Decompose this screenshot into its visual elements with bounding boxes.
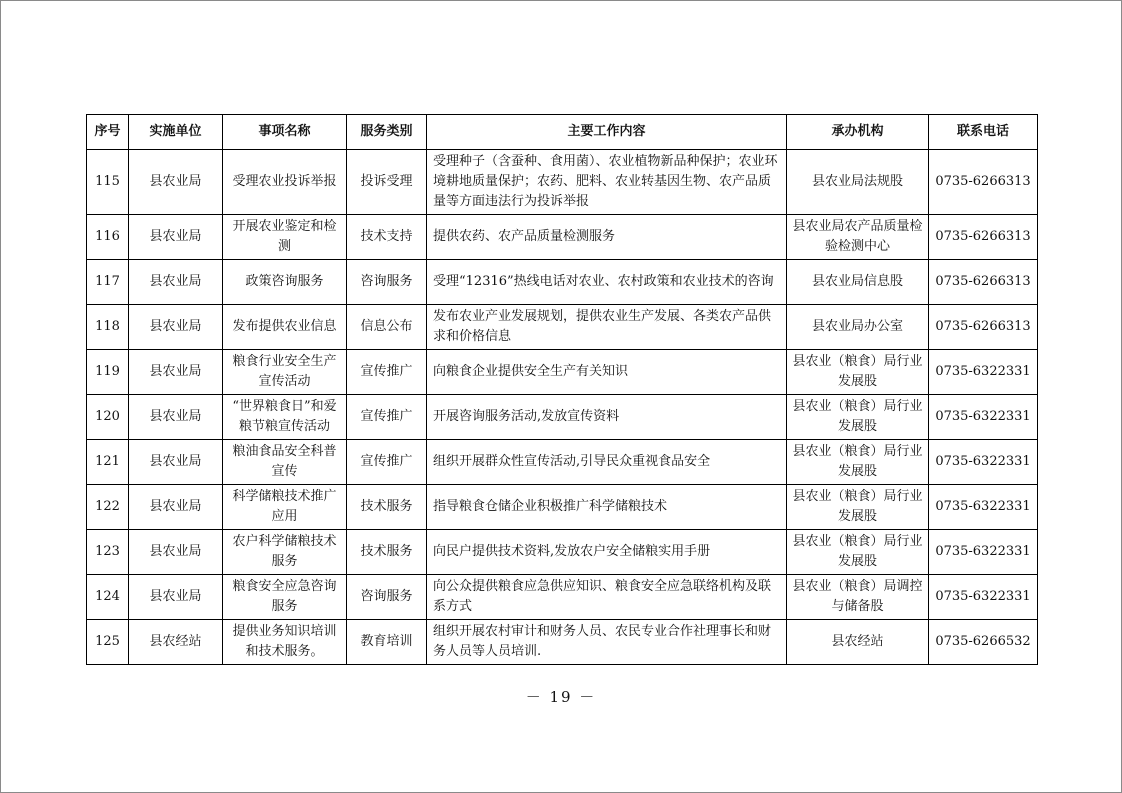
table-row xyxy=(87,215,1038,260)
cell-contact-phone: 0735-6266313 xyxy=(929,215,1038,260)
cell-serial-number: 122 xyxy=(87,485,129,530)
cell-implementing-unit: 县农业局 xyxy=(129,305,223,350)
cell-item-name: 受理农业投诉举报 xyxy=(223,150,347,215)
cell-handling-agency: 县农业局法规股 xyxy=(787,150,929,215)
header-item-name: 事项名称 xyxy=(223,115,347,150)
table-header-row xyxy=(87,115,1038,150)
cell-implementing-unit: 县农业局 xyxy=(129,260,223,305)
cell-service-category: 投诉受理 xyxy=(347,150,427,215)
cell-handling-agency: 县农业（粮食）局行业发展股 xyxy=(787,395,929,440)
cell-service-category: 咨询服务 xyxy=(347,575,427,620)
cell-serial-number: 116 xyxy=(87,215,129,260)
cell-main-work-content: 开展咨询服务活动,发放宣传资料 xyxy=(427,395,787,440)
cell-handling-agency: 县农业（粮食）局行业发展股 xyxy=(787,530,929,575)
cell-main-work-content: 向民户提供技术资料,发放农户安全储粮实用手册 xyxy=(427,530,787,575)
cell-serial-number: 120 xyxy=(87,395,129,440)
cell-handling-agency: 县农业局办公室 xyxy=(787,305,929,350)
cell-handling-agency: 县农业局信息股 xyxy=(787,260,929,305)
cell-main-work-content: 提供农药、农产品质量检测服务 xyxy=(427,215,787,260)
header-contact-phone: 联系电话 xyxy=(929,115,1038,150)
cell-contact-phone: 0735-6266532 xyxy=(929,620,1038,665)
table-row xyxy=(87,620,1038,665)
cell-main-work-content: 向粮食企业提供安全生产有关知识 xyxy=(427,350,787,395)
cell-item-name: 开展农业鉴定和检测 xyxy=(223,215,347,260)
header-serial-number: 序号 xyxy=(87,115,129,150)
cell-item-name: 提供业务知识培训和技术服务。 xyxy=(223,620,347,665)
cell-contact-phone: 0735-6322331 xyxy=(929,440,1038,485)
table-row xyxy=(87,150,1038,215)
cell-main-work-content: 向公众提供粮食应急供应知识、粮食安全应急联络机构及联系方式 xyxy=(427,575,787,620)
cell-item-name: 粮油食品安全科普宣传 xyxy=(223,440,347,485)
cell-serial-number: 119 xyxy=(87,350,129,395)
table-row xyxy=(87,395,1038,440)
cell-contact-phone: 0735-6322331 xyxy=(929,485,1038,530)
cell-implementing-unit: 县农业局 xyxy=(129,440,223,485)
table-row xyxy=(87,485,1038,530)
header-implementing-unit: 实施单位 xyxy=(129,115,223,150)
cell-main-work-content: 受理“12316”热线电话对农业、农村政策和农业技术的咨询 xyxy=(427,260,787,305)
cell-item-name: 科学储粮技术推广应用 xyxy=(223,485,347,530)
cell-serial-number: 124 xyxy=(87,575,129,620)
cell-main-work-content: 组织开展农村审计和财务人员、农民专业合作社理事长和财务人员等人员培训. xyxy=(427,620,787,665)
cell-implementing-unit: 县农业局 xyxy=(129,575,223,620)
cell-contact-phone: 0735-6322331 xyxy=(929,530,1038,575)
cell-service-category: 技术服务 xyxy=(347,485,427,530)
cell-serial-number: 121 xyxy=(87,440,129,485)
cell-item-name: 农户科学储粮技术服务 xyxy=(223,530,347,575)
cell-serial-number: 117 xyxy=(87,260,129,305)
cell-serial-number: 115 xyxy=(87,150,129,215)
cell-contact-phone: 0735-6322331 xyxy=(929,350,1038,395)
header-main-work-content: 主要工作内容 xyxy=(427,115,787,150)
cell-item-name: 发布提供农业信息 xyxy=(223,305,347,350)
cell-handling-agency: 县农业（粮食）局行业发展股 xyxy=(787,485,929,530)
cell-contact-phone: 0735-6266313 xyxy=(929,305,1038,350)
cell-serial-number: 118 xyxy=(87,305,129,350)
cell-service-category: 技术支持 xyxy=(347,215,427,260)
table-row xyxy=(87,440,1038,485)
cell-contact-phone: 0735-6266313 xyxy=(929,150,1038,215)
cell-main-work-content: 发布农业产业发展规划，提供农业生产发展、各类农产品供求和价格信息 xyxy=(427,305,787,350)
cell-main-work-content: 组织开展群众性宣传活动,引导民众重视食品安全 xyxy=(427,440,787,485)
cell-handling-agency: 县农经站 xyxy=(787,620,929,665)
cell-implementing-unit: 县农业局 xyxy=(129,485,223,530)
cell-main-work-content: 指导粮食仓储企业积极推广科学储粮技术 xyxy=(427,485,787,530)
cell-main-work-content: 受理种子（含蚕种、食用菌）、农业植物新品种保护；农业环境耕地质量保护；农药、肥料、农业转基因生物、农产品质量等方面违法行为投诉举报 xyxy=(427,150,787,215)
cell-handling-agency: 县农业局农产品质量检验检测中心 xyxy=(787,215,929,260)
cell-contact-phone: 0735-6322331 xyxy=(929,395,1038,440)
cell-service-category: 技术服务 xyxy=(347,530,427,575)
cell-implementing-unit: 县农业局 xyxy=(129,395,223,440)
cell-serial-number: 125 xyxy=(87,620,129,665)
cell-service-category: 宣传推广 xyxy=(347,395,427,440)
cell-implementing-unit: 县农业局 xyxy=(129,350,223,395)
table-row xyxy=(87,305,1038,350)
cell-handling-agency: 县农业（粮食）局行业发展股 xyxy=(787,350,929,395)
cell-serial-number: 123 xyxy=(87,530,129,575)
page-number: － 19 － xyxy=(525,688,597,706)
cell-service-category: 信息公布 xyxy=(347,305,427,350)
table-row xyxy=(87,575,1038,620)
cell-item-name: “世界粮食日”和爱粮节粮宣传活动 xyxy=(223,395,347,440)
cell-service-category: 咨询服务 xyxy=(347,260,427,305)
cell-implementing-unit: 县农业局 xyxy=(129,530,223,575)
cell-implementing-unit: 县农经站 xyxy=(129,620,223,665)
cell-implementing-unit: 县农业局 xyxy=(129,150,223,215)
cell-handling-agency: 县农业（粮食）局调控与储备股 xyxy=(787,575,929,620)
cell-item-name: 政策咨询服务 xyxy=(223,260,347,305)
table-row xyxy=(87,530,1038,575)
cell-handling-agency: 县农业（粮食）局行业发展股 xyxy=(787,440,929,485)
header-service-category: 服务类别 xyxy=(347,115,427,150)
cell-contact-phone: 0735-6322331 xyxy=(929,575,1038,620)
table-row xyxy=(87,260,1038,305)
cell-contact-phone: 0735-6266313 xyxy=(929,260,1038,305)
cell-item-name: 粮食安全应急咨询服务 xyxy=(223,575,347,620)
cell-implementing-unit: 县农业局 xyxy=(129,215,223,260)
header-handling-agency: 承办机构 xyxy=(787,115,929,150)
public-service-table xyxy=(86,114,1038,665)
cell-service-category: 宣传推广 xyxy=(347,440,427,485)
cell-service-category: 教育培训 xyxy=(347,620,427,665)
table-row xyxy=(87,350,1038,395)
cell-service-category: 宣传推广 xyxy=(347,350,427,395)
cell-item-name: 粮食行业安全生产宣传活动 xyxy=(223,350,347,395)
